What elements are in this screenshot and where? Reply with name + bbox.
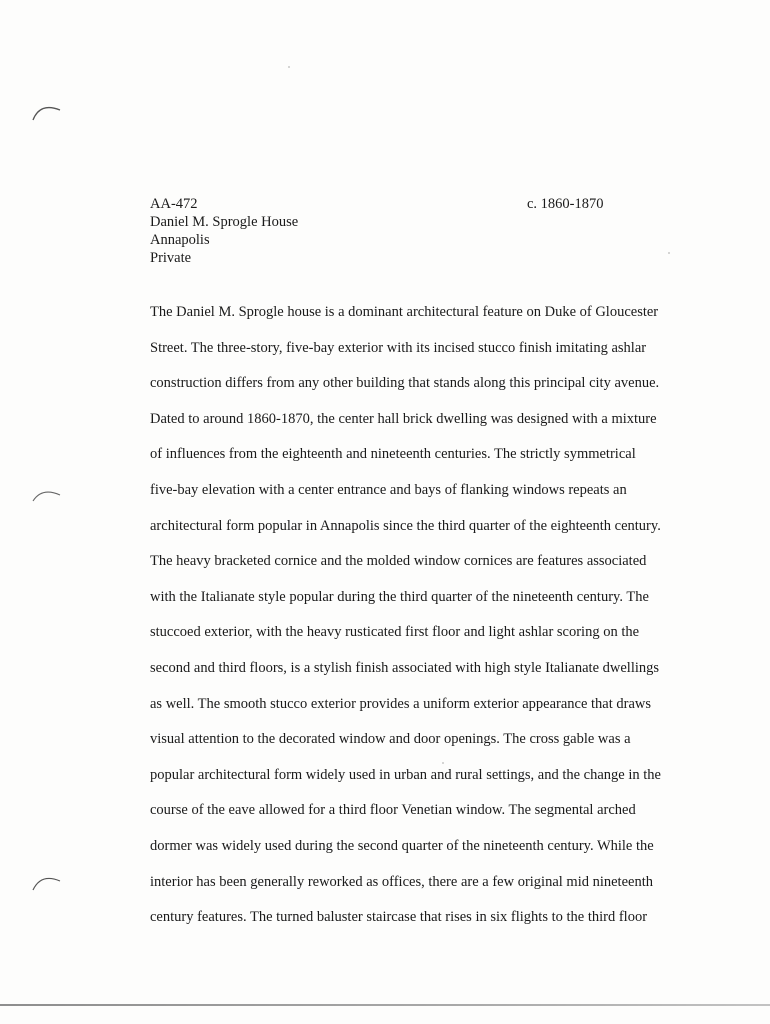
paragraph-line: Dated to around 1860-1870, the center hall brick dwelling was designed with a mixture: [150, 410, 657, 427]
scan-speck: [288, 66, 290, 68]
paragraph-line: architectural form popular in Annapolis since the third quarter of the eighteenth century.: [150, 517, 661, 534]
property-name: Daniel M. Sprogle House: [150, 214, 299, 230]
construction-date: c. 1860-1870: [527, 196, 604, 212]
scan-speck: [668, 252, 670, 254]
paragraph-line: of influences from the eighteenth and nineteenth centuries. The strictly symmetrical: [150, 446, 636, 463]
scan-speck: [442, 762, 444, 764]
paragraph-line: dormer was widely used during the second quarter of the nineteenth century. While the: [150, 837, 654, 854]
paragraph-line: with the Italianate style popular during the third quarter of the nineteenth century. The: [150, 588, 649, 605]
paragraph-line: century features. The turned baluster staircase that rises in six flights to the third floor: [150, 909, 648, 926]
description-paragraph: [150, 300, 690, 941]
inventory-number: AA-472: [150, 196, 198, 212]
punch-hole-mark-bottom: [30, 870, 66, 894]
punch-hole-mark-top: [30, 100, 66, 124]
paragraph-line: five-bay elevation with a center entrance and bays of flanking windows repeats an: [150, 481, 627, 498]
paragraph-line: second and third floors, is a stylish finish associated with high style Italianate dwellings: [150, 659, 660, 676]
paragraph-line: course of the eave allowed for a third floor Venetian window. The segmental arched: [150, 802, 636, 819]
paragraph-line: The heavy bracketed cornice and the molded window cornices are features associated: [150, 553, 647, 570]
paragraph-line: construction differs from any other building that stands along this principal city avenue.: [150, 375, 660, 392]
paragraph-line: The Daniel M. Sprogle house is a dominant architectural feature on Duke of Gloucester: [150, 304, 659, 320]
paragraph-line: popular architectural form widely used in urban and rural settings, and the change in the: [150, 766, 661, 783]
record-header: [150, 195, 298, 267]
paragraph-line: interior has been generally reworked as offices, there are a few original mid nineteenth: [150, 873, 653, 890]
paragraph-line: visual attention to the decorated window and door openings. The cross gable was a: [150, 731, 631, 748]
punch-hole-mark-middle: [30, 483, 66, 507]
scan-edge-line: [0, 1004, 770, 1006]
property-location: Annapolis: [150, 232, 210, 248]
paragraph-line: as well. The smooth stucco exterior provides a uniform exterior appearance that draws: [150, 695, 652, 712]
property-ownership: Private: [150, 250, 192, 266]
paragraph-line: Street. The three-story, five-bay exterior with its incised stucco finish imitating ashlar: [150, 339, 647, 356]
paragraph-line: stuccoed exterior, with the heavy rusticated first floor and light ashlar scoring on the: [150, 624, 640, 641]
